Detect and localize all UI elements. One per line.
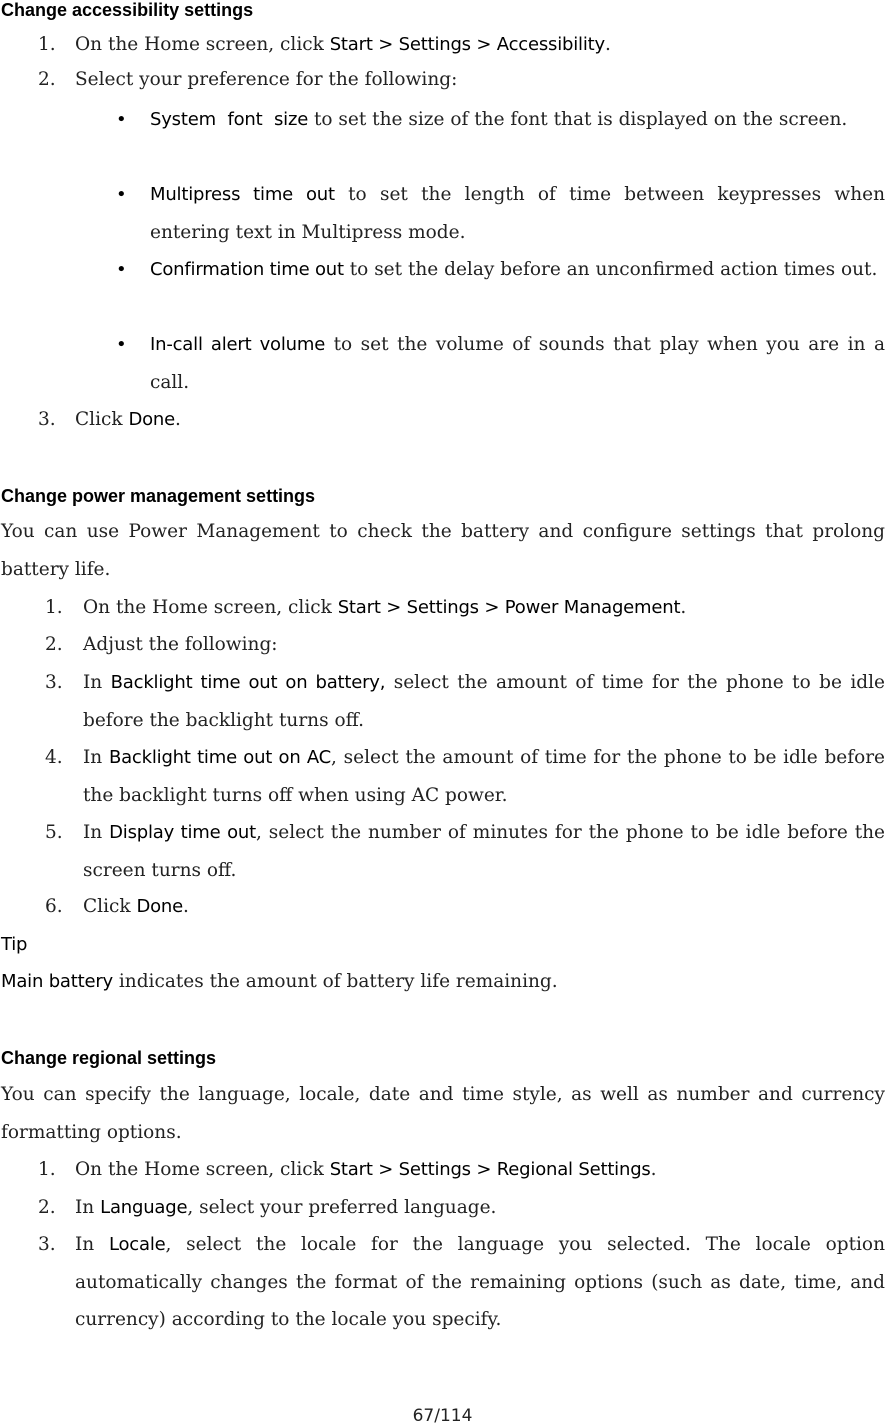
step-number: 3. <box>38 1234 56 1255</box>
bullet-item <box>0 101 885 176</box>
step-text: In Display time out, select the number of minutes for the phone to be idle before the screen turns off. <box>83 822 885 881</box>
heading-accessibility: Change accessibility settings <box>1 0 254 20</box>
accessibility-step-2 <box>0 61 885 99</box>
step-number: 1. <box>38 1159 56 1180</box>
step-text: Click Done. <box>83 896 189 917</box>
regional-step-3 <box>0 1226 885 1339</box>
regional-intro: You can specify the language, locale, date and time style, as well as number and currency formatting options. <box>1 1084 885 1143</box>
accessibility-step-3 <box>0 401 885 439</box>
step-text: In Language, select your preferred language. <box>75 1197 497 1218</box>
step-number: 2. <box>38 69 56 90</box>
step-number: 1. <box>38 34 56 55</box>
regional-step-1 <box>0 1151 885 1189</box>
bullet-text: System font size to set the size of the font that is displayed on the screen. <box>150 109 848 130</box>
step-text: On the Home screen, click Start > Settings > Accessibility. <box>75 34 611 55</box>
tip-text: Main battery indicates the amount of battery life remaining. <box>1 971 558 992</box>
bullet-icon: • <box>116 109 127 130</box>
heading-regional: Change regional settings <box>1 1048 217 1068</box>
bullet-icon: • <box>116 259 127 280</box>
step-text: On the Home screen, click Start > Settings > Power Management. <box>83 597 687 618</box>
power-step-5 <box>0 814 885 889</box>
bullet-text: Multipress time out to set the length of time between keypresses when entering text in Multipress mode. <box>150 184 885 243</box>
bullet-item <box>0 326 885 401</box>
power-step-6 <box>0 888 885 926</box>
bullet-item <box>0 176 885 251</box>
tip-label: Tip <box>1 934 28 955</box>
page-number: 67/114 <box>412 1406 473 1426</box>
power-step-3 <box>0 664 885 739</box>
step-number: 5. <box>45 822 63 843</box>
accessibility-step-1 <box>0 26 885 64</box>
step-text: Click Done. <box>75 409 181 430</box>
bullet-icon: • <box>116 184 127 205</box>
step-number: 3. <box>38 409 56 430</box>
power-step-4 <box>0 739 885 814</box>
bullet-text: Confirmation time out to set the delay before an unconfirmed action times out. <box>150 259 878 280</box>
power-intro: You can use Power Management to check the battery and configure settings that prolong battery life. <box>1 521 885 580</box>
step-number: 2. <box>45 634 63 655</box>
step-number: 6. <box>45 896 63 917</box>
bullet-text: In-call alert volume to set the volume of sounds that play when you are in a call. <box>150 334 885 393</box>
step-text: Adjust the following: <box>83 634 278 655</box>
regional-step-2 <box>0 1189 885 1227</box>
step-number: 1. <box>45 597 63 618</box>
bullet-item <box>0 251 885 326</box>
step-number: 3. <box>45 672 63 693</box>
heading-power-management: Change power management settings <box>1 486 316 506</box>
step-text: In Locale, select the locale for the language you selected. The locale option automatically changes the format of the remaining options (such as date, time, and currency) according to the locale you specify. <box>75 1234 885 1330</box>
step-number: 2. <box>38 1197 56 1218</box>
step-text: On the Home screen, click Start > Settings > Regional Settings. <box>75 1159 657 1180</box>
step-text: In Backlight time out on AC, select the amount of time for the phone to be idle before the backlight turns off when using AC power. <box>83 747 885 806</box>
step-text: Select your preference for the following: <box>75 69 458 90</box>
step-number: 4. <box>45 747 63 768</box>
step-text: In Backlight time out on battery, select the amount of time for the phone to be idle before the backlight turns off. <box>83 672 885 731</box>
bullet-icon: • <box>116 334 127 355</box>
power-step-1 <box>0 589 885 627</box>
power-step-2 <box>0 626 885 664</box>
